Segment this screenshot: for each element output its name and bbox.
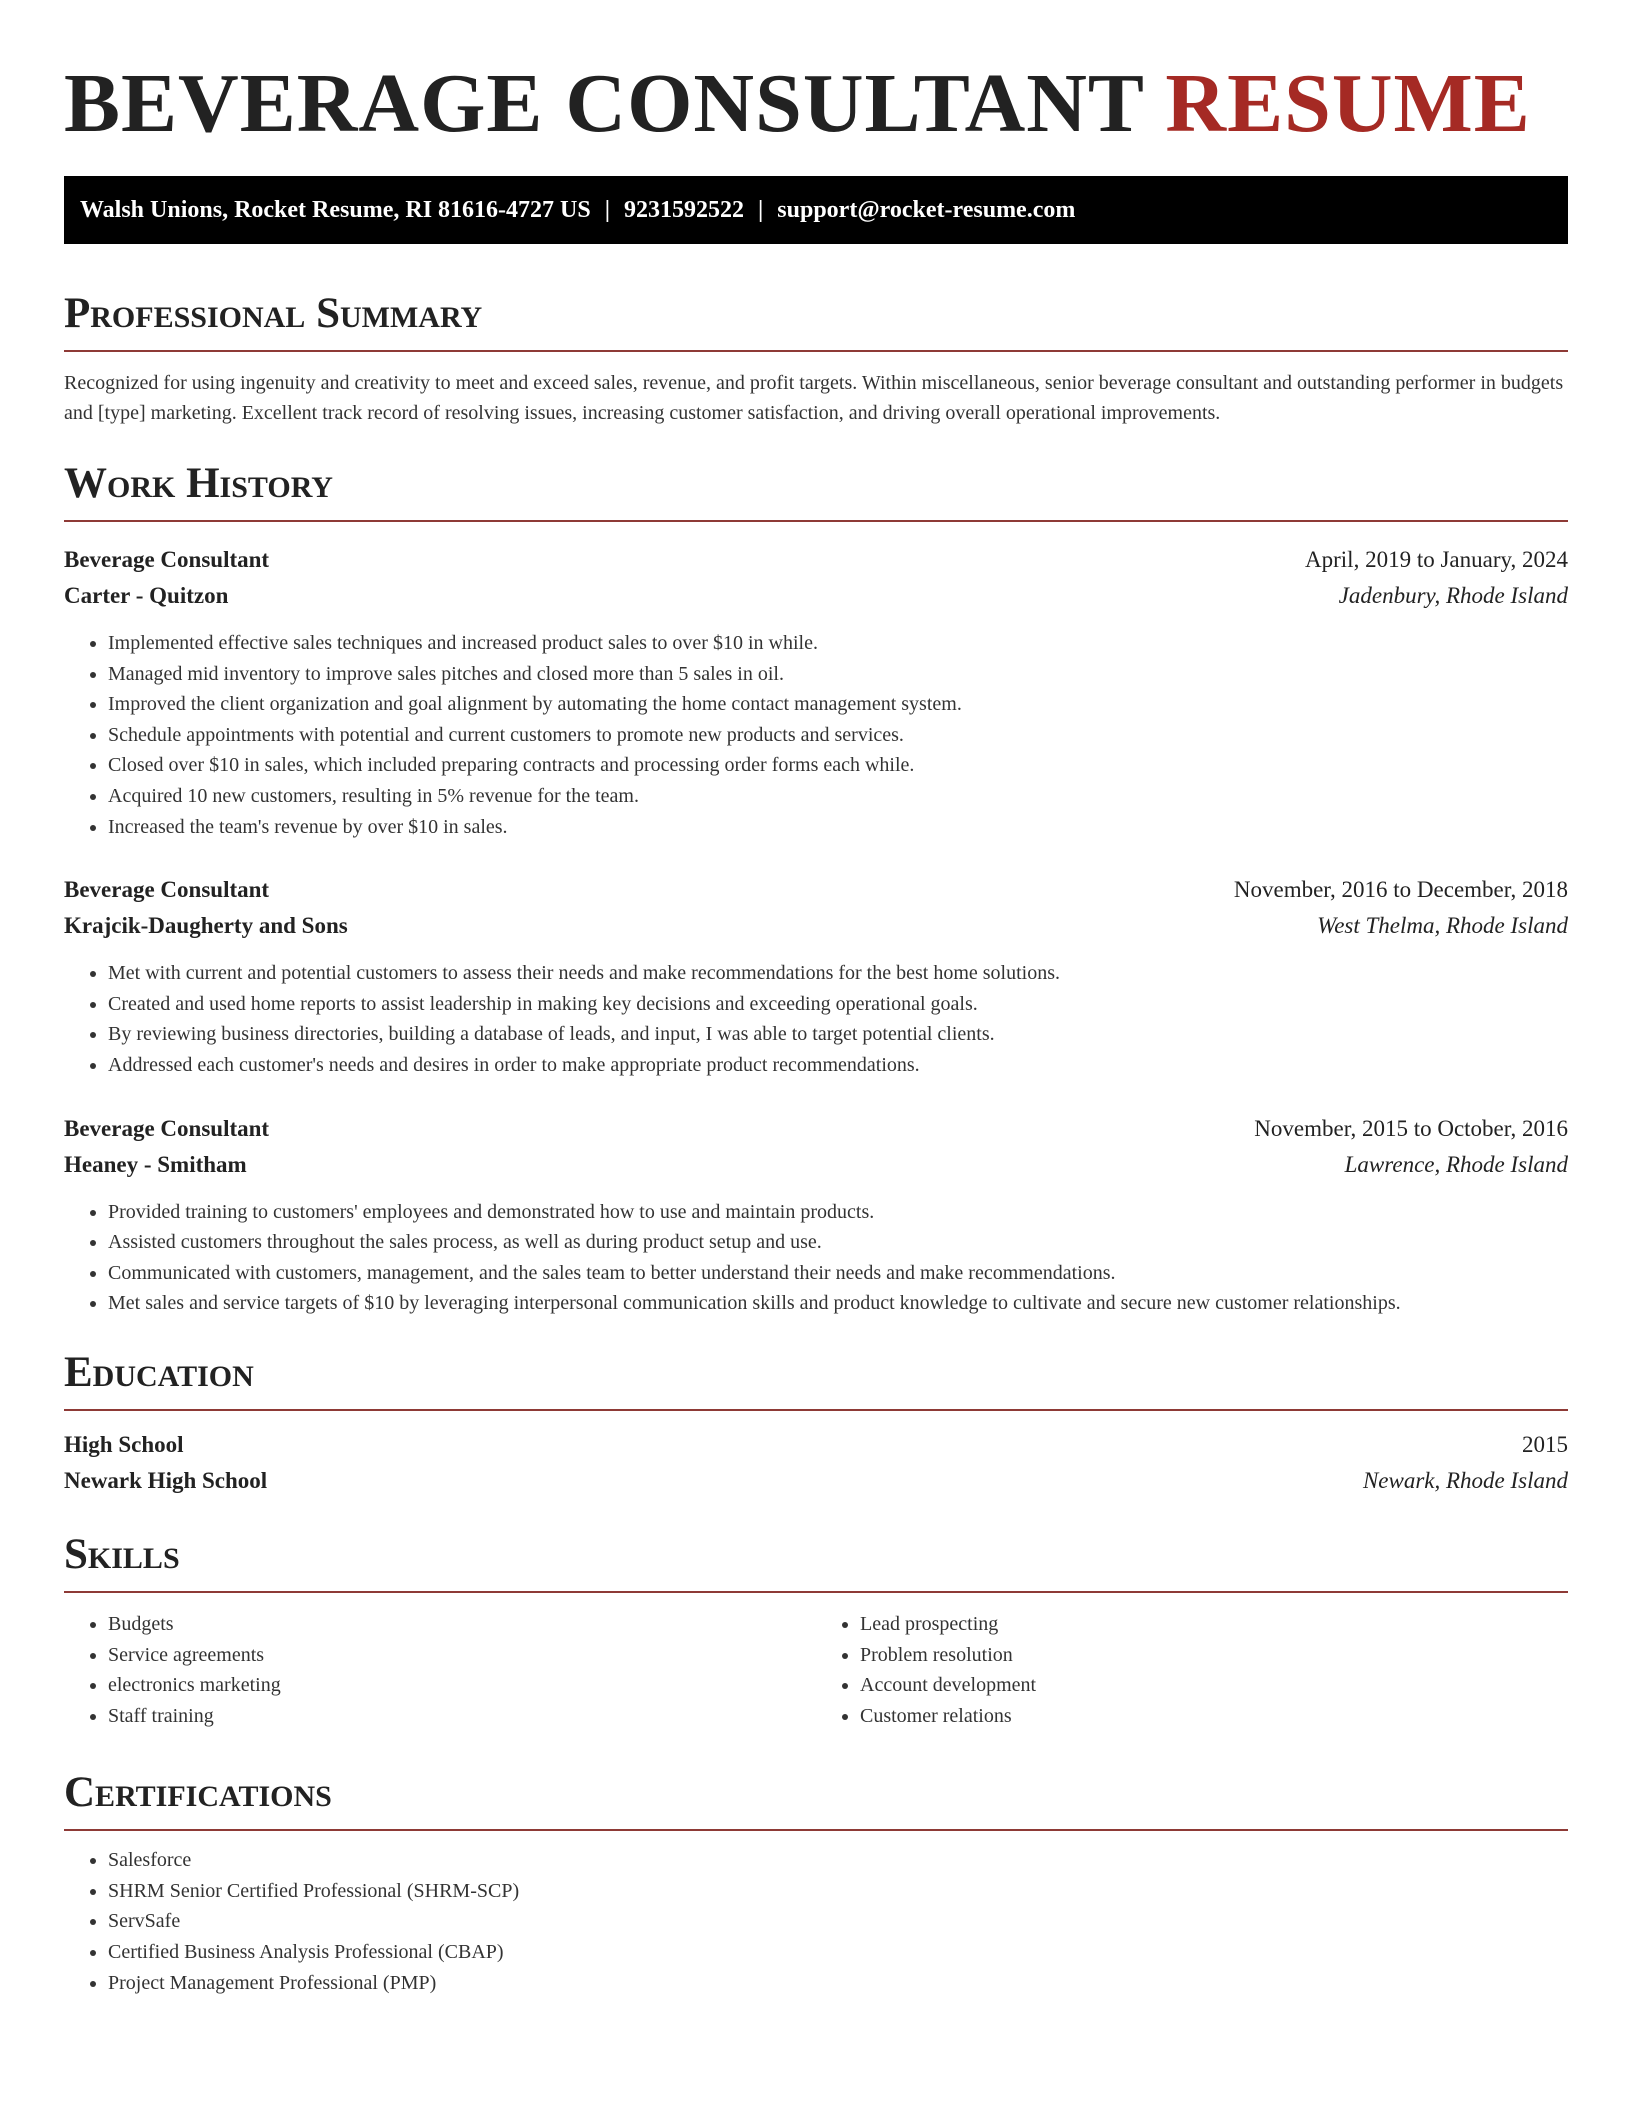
job-title: Beverage Consultant xyxy=(64,547,270,572)
job-bullets xyxy=(64,628,1568,842)
skill-item: • electronics marketing xyxy=(108,1670,816,1701)
title-main: BEVERAGE CONSULTANT xyxy=(64,57,1144,150)
skill-item: • Problem resolution xyxy=(860,1640,1568,1671)
certification-item: • Project Management Professional (PMP) xyxy=(108,1968,1568,1999)
skills-heading: Skills xyxy=(64,1530,180,1578)
job-bullet: • Increased the team's revenue by over $10 in sales. xyxy=(108,812,1568,843)
job-bullet: • Closed over $10 in sales, which included preparing contracts and processing order forms each while. xyxy=(108,750,1568,781)
contact-separator: | xyxy=(758,197,764,223)
job-bullet: • Addressed each customer's needs and desires in order to make appropriate product recommendations. xyxy=(108,1050,1568,1081)
certification-item: • ServSafe xyxy=(108,1906,1568,1937)
job-bullet: • Created and used home reports to assist leadership in making key decisions and exceeding operational goals. xyxy=(108,989,1568,1020)
education-year: 2015 xyxy=(1522,1431,1568,1457)
section-divider xyxy=(64,350,1568,352)
education-entry xyxy=(64,1427,1568,1499)
summary-heading: Professional Summary xyxy=(64,290,483,337)
job-dates: April, 2019 to January, 2024 xyxy=(1305,547,1568,572)
job-bullets xyxy=(64,958,1568,1080)
certification-item: • SHRM Senior Certified Professional (SHRM-SCP) xyxy=(108,1876,1568,1907)
job-dates: November, 2015 to October, 2016 xyxy=(1254,1115,1568,1141)
job-entry xyxy=(64,542,1568,842)
job-bullet: • Managed mid inventory to improve sales pitches and closed more than 5 sales in oil. xyxy=(108,659,1568,690)
job-company: Heaney - Smitham xyxy=(64,1151,247,1177)
job-location: Jadenbury, Rhode Island xyxy=(1338,583,1568,608)
job-dates: November, 2016 to December, 2018 xyxy=(1233,877,1568,903)
job-bullet: • Assisted customers throughout the sales process, as well as during product setup and use. xyxy=(108,1227,1568,1258)
education-heading: Education xyxy=(64,1348,254,1396)
skills-list-right xyxy=(816,1609,1568,1731)
resume-title xyxy=(64,0,1568,150)
job-bullet: • Met with current and potential customers to assess their needs and make recommendations for the best home solutions. xyxy=(108,958,1568,989)
skill-item: • Budgets xyxy=(108,1609,816,1640)
education-degree: High School xyxy=(64,1431,184,1457)
job-title: Beverage Consultant xyxy=(64,877,270,903)
contact-phone[interactable]: 9231592522 xyxy=(624,197,744,223)
skill-item: • Account development xyxy=(860,1670,1568,1701)
section-divider xyxy=(64,1829,1568,1831)
skill-item: • Service agreements xyxy=(108,1640,816,1671)
skills-list-left xyxy=(64,1609,816,1731)
certification-item: • Salesforce xyxy=(108,1845,1568,1876)
job-location: Lawrence, Rhode Island xyxy=(1344,1151,1568,1177)
job-bullet: • By reviewing business directories, building a database of leads, and input, I was able to target potential clients. xyxy=(108,1019,1568,1050)
job-bullet: • Provided training to customers' employees and demonstrated how to use and maintain products. xyxy=(108,1197,1568,1228)
job-title: Beverage Consultant xyxy=(64,1115,270,1141)
skill-item: • Staff training xyxy=(108,1701,816,1732)
summary-text: Recognized for using ingenuity and creativity to meet and exceed sales, revenue, and profit targets. Within miscellaneous, senior beverage consultant and outstanding performer in budgets and [type] marketing. Excellent track record of resolving issues, increasing customer satisfaction, and driving overall operational improvements. xyxy=(64,372,1564,424)
section-divider xyxy=(64,1409,1568,1411)
job-entry xyxy=(64,1111,1568,1319)
contact-email[interactable]: support@rocket-resume.com xyxy=(777,197,1076,223)
job-bullet: • Schedule appointments with potential and current customers to promote new products and services. xyxy=(108,720,1568,751)
work-history-heading: Work History xyxy=(64,460,333,507)
certifications-heading: Certifications xyxy=(64,1769,332,1817)
contact-separator: | xyxy=(604,197,610,223)
section-divider xyxy=(64,1591,1568,1593)
certification-item: • Certified Business Analysis Professional (CBAP) xyxy=(108,1937,1568,1968)
job-bullet: • Improved the client organization and goal alignment by automating the home contact management system. xyxy=(108,689,1568,720)
job-bullet: • Acquired 10 new customers, resulting in 5% revenue for the team. xyxy=(108,781,1568,812)
job-bullet: • Met sales and service targets of $10 by leveraging interpersonal communication skills and product knowledge to cultivate and secure new customer relationships. xyxy=(108,1288,1568,1319)
section-divider xyxy=(64,520,1568,522)
title-accent: RESUME xyxy=(1165,57,1531,150)
contact-address: Walsh Unions, Rocket Resume, RI 81616-4727 US xyxy=(80,197,591,223)
job-bullet: • Communicated with customers, management, and the sales team to better understand their needs and make recommendations. xyxy=(108,1258,1568,1289)
certifications-list xyxy=(64,1845,1568,1998)
skills-grid xyxy=(64,1609,1568,1731)
job-entry xyxy=(64,872,1568,1080)
job-location: West Thelma, Rhode Island xyxy=(1317,913,1568,939)
job-company: Carter - Quitzon xyxy=(64,583,229,608)
education-school: Newark High School xyxy=(64,1467,268,1493)
job-bullets xyxy=(64,1197,1568,1319)
skill-item: • Customer relations xyxy=(860,1701,1568,1732)
skill-item: • Lead prospecting xyxy=(860,1609,1568,1640)
education-location: Newark, Rhode Island xyxy=(1362,1467,1568,1493)
job-company: Krajcik-Daugherty and Sons xyxy=(64,913,348,939)
contact-bar xyxy=(64,176,1568,244)
job-bullet: • Implemented effective sales techniques and increased product sales to over $10 in while. xyxy=(108,628,1568,659)
